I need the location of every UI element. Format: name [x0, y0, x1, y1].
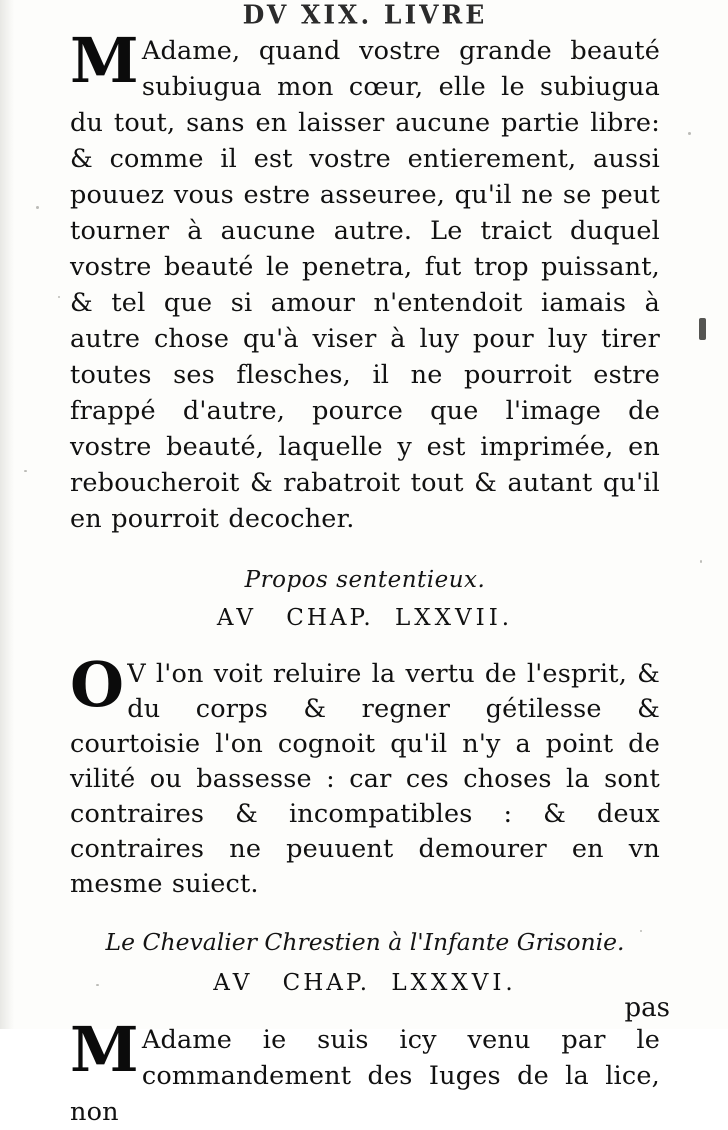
- section-title-propos-sententieux: Propos sententieux.: [244, 567, 486, 593]
- drop-cap-letter: O: [70, 648, 125, 721]
- scan-speckle: [24, 470, 27, 472]
- chapter-number: LXXVII.: [394, 605, 514, 631]
- running-head: DV XIX. LIVRE: [242, 0, 488, 30]
- letter-paragraph-2-text: Adame ie suis icy venu par le commandement des Iuges de la lice, non: [70, 1025, 660, 1127]
- chapter-number: LXXXVI.: [391, 970, 517, 996]
- page-edge-shading: [0, 0, 14, 1029]
- passage-paragraph-1-text: V l'on voit reluire la vertu de l'esprit, & du corps & regner gétilesse & courtoisie l'on cognoit qu'il n'y a point de vilité ou bassesse : car ces choses la sont contraires & incompatibles : & deux contraires ne peuuent demourer en vn mesme suiect.: [70, 659, 660, 899]
- scan-speckle: [58, 296, 60, 298]
- attribution-line: Le Chevalier Chrestien à l'Infante Grisonie.: [105, 928, 625, 956]
- passage-paragraph-1: [70, 648, 660, 902]
- scan-speckle: [36, 206, 39, 209]
- catchword: pas: [624, 993, 670, 1023]
- chapter-prefix: AV: [216, 605, 257, 631]
- margin-ink-mark: [699, 318, 706, 340]
- letter-paragraph-2: [70, 1013, 660, 1130]
- drop-cap-letter: M: [70, 24, 139, 97]
- letter-paragraph-1: [70, 24, 660, 537]
- chapter-heading-2: [70, 970, 660, 996]
- chapter-label: CHAP.: [282, 970, 371, 996]
- page-content: [70, 0, 660, 1130]
- scan-speckle: [688, 132, 691, 135]
- chapter-heading-1: [70, 605, 660, 631]
- letter-paragraph-1-text: Adame, quand vostre grande beauté subiugua mon cœur, elle le subiugua du tout, sans en laisser aucune partie libre: & comme il est vostre entierement, aussi pouuez vous estre asseuree, qu'il ne se peut tourner à aucune autre. Le traict duquel vostre beauté le penetra, fut trop puissant, & tel que si amour n'entendoit iamais à autre chose qu'à viser à luy pour luy tirer toutes ses flesches, il ne pourroit estre frappé d'autre, pource que l'image de vostre beauté, laquelle y est imprimée, en reboucheroit & rabatroit tout & autant qu'il en pourroit decocher.: [70, 36, 660, 534]
- chapter-label: CHAP.: [286, 605, 374, 631]
- chapter-prefix: AV: [213, 970, 254, 996]
- drop-cap-letter: M: [70, 1013, 139, 1086]
- scan-speckle: [700, 560, 702, 563]
